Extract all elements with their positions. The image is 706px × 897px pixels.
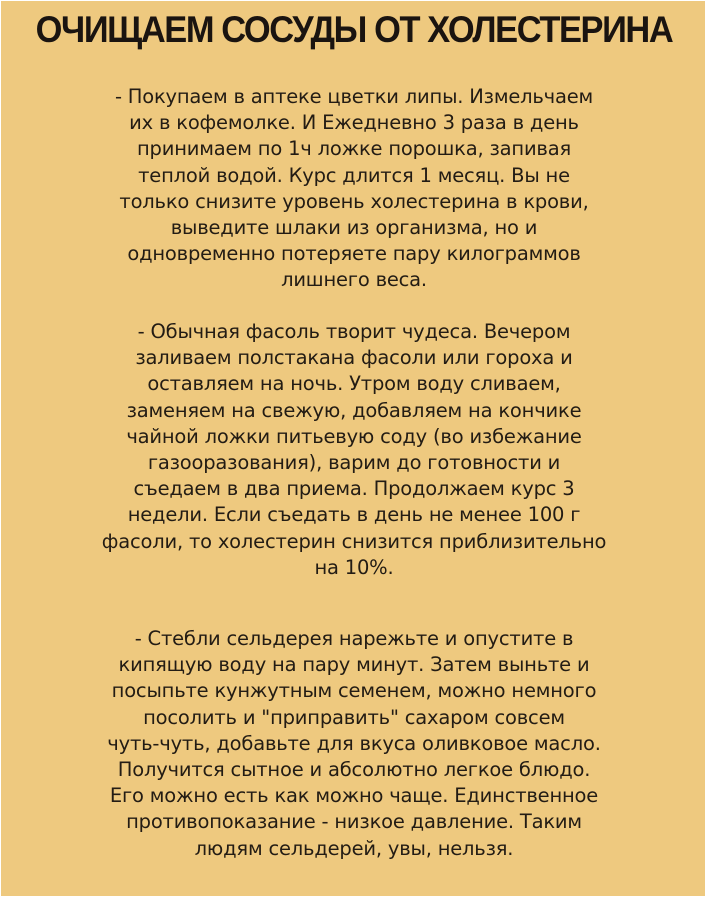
- text-line: людям сельдерей, увы, нельзя.: [194, 836, 514, 860]
- text-line: фасоли, то холестерин снизится приблизительно: [101, 529, 607, 553]
- text-line: на 10%.: [314, 555, 394, 579]
- text-line: - Стебли сельдерея нарежьте и опустите в: [134, 627, 574, 650]
- text-line: - Обычная фасоль творит чудеса. Вечером: [137, 320, 571, 343]
- text-line: недели. Если съедать в день не менее 100 г: [127, 503, 581, 527]
- page-title: ОЧИЩАЕМ СОСУДЫ ОТ ХОЛЕСТЕРИНА: [35, 9, 673, 50]
- text-line: кипящую воду на пару минут. Затем выньте и: [118, 653, 590, 677]
- paragraph-beans: [11, 319, 697, 581]
- text-line: только снизите уровень холестерина в крови,: [119, 189, 589, 213]
- text-line: заменяем на свежую, добавляем на кончике: [126, 398, 582, 422]
- text-line: выведите шлаки из организма, но и: [170, 215, 538, 239]
- text-line: теплой водой. Курс длится 1 месяц. Вы не: [138, 163, 570, 187]
- text-line: - Покупаем в аптеке цветки липы. Измельчаем: [114, 85, 594, 108]
- text-line: лишнего веса.: [281, 268, 427, 292]
- text-line: чайной ложки питьевую соду (во избежание: [126, 424, 582, 448]
- text-line: съедаем в два приема. Продолжаем курс 3: [133, 477, 575, 501]
- text-line: противопоказание - низкое давление. Таким: [126, 810, 582, 834]
- text-line: Получится сытное и абсолютно легкое блюдо.: [117, 757, 591, 781]
- text-line: чуть-чуть, добавьте для вкуса оливковое масло.: [107, 731, 601, 755]
- text-line: одновременно потеряете пару килограммов: [127, 242, 581, 266]
- paragraph-celery: [11, 626, 697, 862]
- text-line: посолить и "приправить" сахаром совсем: [143, 705, 565, 729]
- paragraph-linden-flowers: [11, 84, 697, 294]
- text-line: заливаем полстакана фасоли или гороха и: [135, 346, 573, 370]
- text-line: принимаем по 1ч ложке порошка, запивая: [137, 137, 571, 161]
- text-line: газооразования), варим до готовности и: [147, 450, 561, 474]
- text-line: оставляем на ночь. Утром воду сливаем,: [147, 372, 561, 396]
- text-line: Его можно есть как можно чаще. Единственное: [109, 784, 599, 808]
- text-line: посыпьте кунжутным семенем, можно немного: [111, 679, 597, 703]
- text-line: их в кофемолке. И Ежедневно 3 раза в день: [129, 111, 579, 135]
